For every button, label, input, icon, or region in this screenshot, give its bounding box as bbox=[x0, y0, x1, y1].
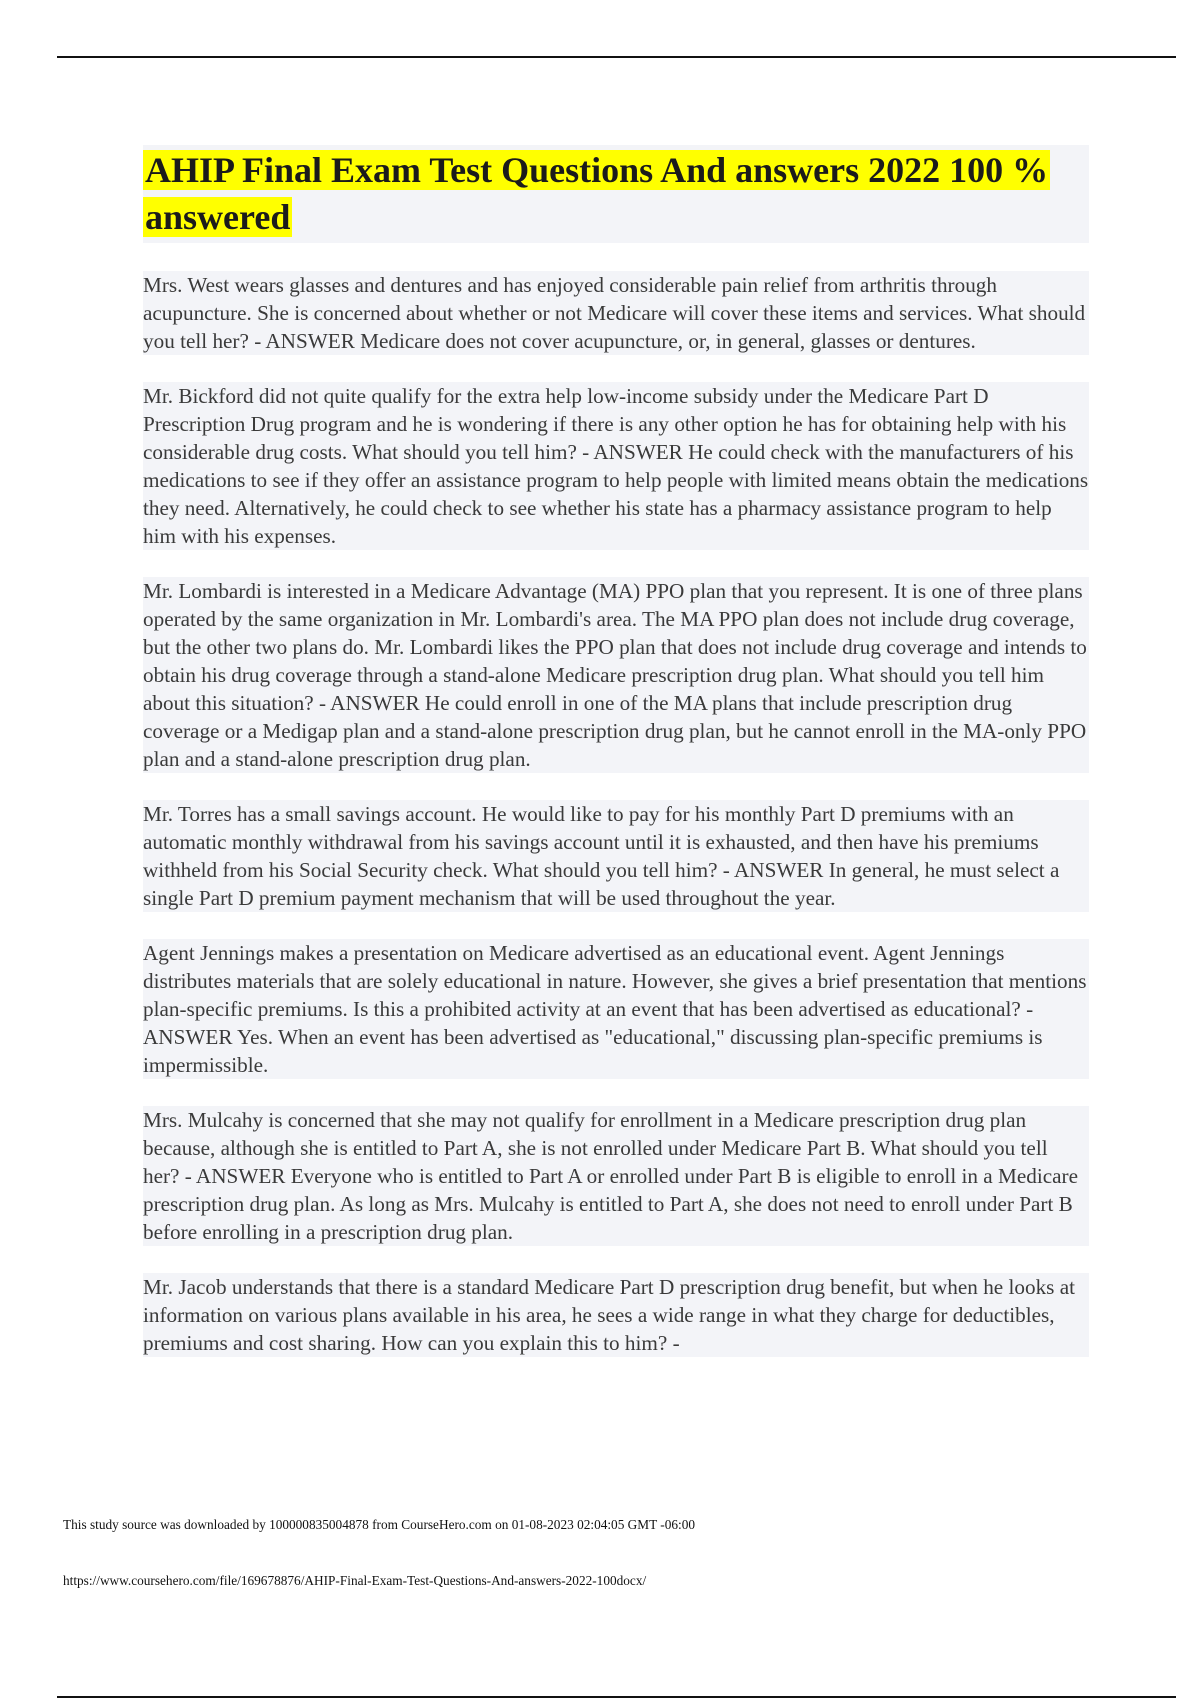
top-rule bbox=[57, 56, 1176, 58]
qa-paragraph-mulcahy: Mrs. Mulcahy is concerned that she may not qualify for enrollment in a Medicare prescription drug plan because, although she is entitled to Part A, she is not enrolled under Medicare Part B. What should you tell her? - ANSWER Everyone who is entitled to Part A or enrolled under Part B is eligible to enroll in a Medicare prescription drug plan. As long as Mrs. Mulcahy is entitled to Part A, she does not need to enroll under Part B before enrolling in a prescription drug plan. bbox=[143, 1106, 1089, 1246]
qa-paragraph-bickford: Mr. Bickford did not quite qualify for the extra help low-income subsidy under the Medicare Part D Prescription Drug program and he is wondering if there is any other option he has for obtaining help with his considerable drug costs. What should you tell him? - ANSWER He could check with the manufacturers of his medications to see if they offer an assistance program to help people with limited means obtain the medications they need. Alternatively, he could check to see whether his state has a pharmacy assistance program to help him with his expenses. bbox=[143, 384, 1089, 548]
document-title-text: AHIP Final Exam Test Questions And answers 2022 100 % answered bbox=[145, 150, 1049, 237]
source-url[interactable]: https://www.coursehero.com/file/169678876/AHIP-Final-Exam-Test-Questions-And-answers-2022-100docx/ bbox=[63, 1573, 647, 1588]
qa-paragraph-lombardi: Mr. Lombardi is interested in a Medicare Advantage (MA) PPO plan that you represent. It is one of three plans operated by the same organization in Mr. Lombardi's area. The MA PPO plan does not include drug coverage, but the other two plans do. Mr. Lombardi likes the PPO plan that does not include drug coverage and intends to obtain his drug coverage through a stand-alone Medicare prescription drug plan. What should you tell him about this situation? - ANSWER He could enroll in one of the MA plans that include prescription drug coverage or a Medigap plan and a stand-alone prescription drug plan, but he cannot enroll in the MA-only PPO plan and a stand-alone prescription drug plan. bbox=[143, 577, 1089, 773]
download-source-note: This study source was downloaded by 100000835004878 from CourseHero.com on 01-08-2023 02:04:05 GMT -06:00 bbox=[63, 1517, 696, 1532]
qa-paragraph-jennings: Agent Jennings makes a presentation on Medicare advertised as an educational event. Agent Jennings distributes materials that are solely educational in nature. However, she gives a brief presentation that mentions plan-specific premiums. Is this a prohibited activity at an event that has been advertised as educational? - ANSWER Yes. When an event has been advertised as "educational," discussing plan-specific premiums is impermissible. bbox=[143, 939, 1089, 1079]
title-block bbox=[143, 145, 1089, 243]
document-title bbox=[143, 147, 1089, 241]
qa-paragraph-west: Mrs. West wears glasses and dentures and has enjoyed considerable pain relief from arthritis through acupuncture. She is concerned about whether or not Medicare will cover these items and services. What should you tell her? - ANSWER Medicare does not cover acupuncture, or, in general, glasses or dentures. bbox=[143, 271, 1089, 355]
document-body bbox=[143, 145, 1089, 1384]
bottom-rule bbox=[57, 1696, 1176, 1698]
qa-paragraph-jacob: Mr. Jacob understands that there is a standard Medicare Part D prescription drug benefit, but when he looks at information on various plans available in his area, he sees a wide range in what they charge for deductibles, premiums and cost sharing. How can you explain this to him? - bbox=[143, 1273, 1089, 1357]
qa-paragraph-torres: Mr. Torres has a small savings account. He would like to pay for his monthly Part D premiums with an automatic monthly withdrawal from his savings account until it is exhausted, and then have his premiums withheld from his Social Security check. What should you tell him? - ANSWER In general, he must select a single Part D premium payment mechanism that will be used throughout the year. bbox=[143, 800, 1089, 912]
